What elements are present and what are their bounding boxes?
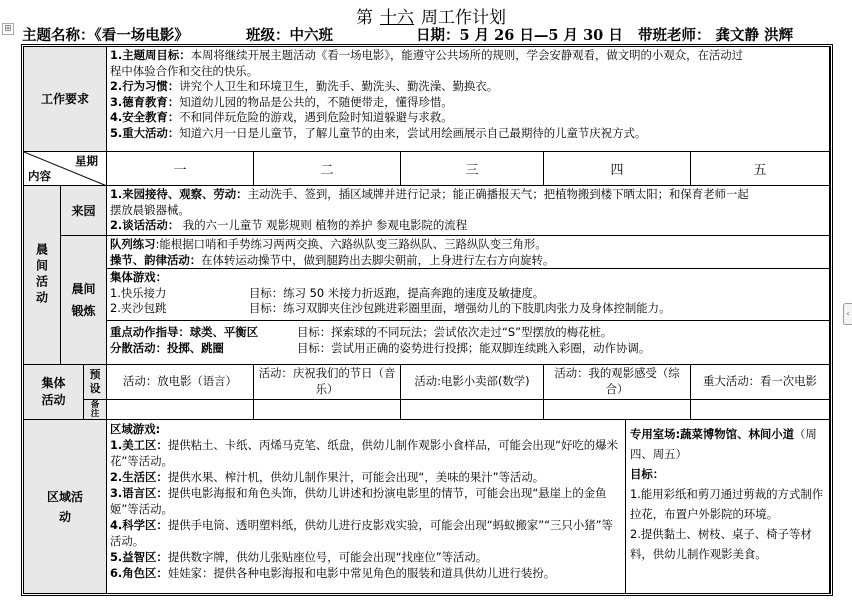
preset-label: 预设 xyxy=(84,365,107,400)
arrival-label: 来园 xyxy=(61,186,107,236)
work-requirements-label: 工作要求 xyxy=(24,47,107,152)
morning-activity-label-text: 晨间活动 xyxy=(34,243,49,307)
weekday-label: 星期 xyxy=(75,154,98,168)
game-row xyxy=(110,301,826,317)
special-room xyxy=(626,420,830,593)
note-tuesday xyxy=(254,400,401,420)
requirement-2 xyxy=(110,79,826,95)
requirement-2-text: 讲究个人卫生和环境卫生，勤洗手、勤洗头、勤洗澡、勤换衣。 xyxy=(179,79,499,94)
area-item-name: 3.语言区： xyxy=(110,486,168,500)
area-item-text: 提供水果、榨汁机，供幼儿制作果汁，可能会出现“，美味的果汁”等活动。 xyxy=(167,470,545,484)
special-goal: 2.提供黏土、树枝、桌子、椅子等材料，供幼儿制作观影美食。 xyxy=(630,527,812,561)
rhythm-activity-title: 操节、韵律活动： xyxy=(110,252,202,267)
note-wednesday xyxy=(401,400,544,420)
class-name: 班级：中六班 xyxy=(246,27,333,44)
focus-row xyxy=(110,325,826,341)
group-activity-label: 集体活动 xyxy=(24,365,84,420)
requirement-3 xyxy=(110,95,826,111)
exercise-content xyxy=(107,236,830,269)
morning-activity-label xyxy=(24,186,61,365)
area-item-name: 5.益智区： xyxy=(110,550,168,564)
requirement-3-title: 3.德育教育： xyxy=(110,94,180,109)
group-activity-friday: 重大活动：看一次电影 xyxy=(691,365,830,400)
date-range: 日期：5 月 26 日—5 月 30 日 xyxy=(416,27,623,44)
area-item-name: 4.科学区： xyxy=(110,518,168,532)
weekly-plan-table xyxy=(21,44,833,596)
group-games xyxy=(107,269,830,321)
day-friday: 五 xyxy=(691,152,830,186)
game-name: 2.夹沙包跳 xyxy=(110,301,167,316)
area-item-name: 2.生活区： xyxy=(110,470,168,484)
area-games-title: 区域游戏: xyxy=(110,422,161,436)
requirement-2-title: 2.行为习惯： xyxy=(110,79,180,94)
arrival-line-3 xyxy=(110,218,826,234)
requirement-1 xyxy=(110,48,826,64)
rhythm-activity-text: 在体转运动操节中，做到腿跨出去脚尖朝前，上身进行左右方向旋转。 xyxy=(201,252,555,267)
special-room-title: 专用室场:蔬菜博物馆、林间小道 xyxy=(630,427,795,441)
day-wednesday: 三 xyxy=(401,152,544,186)
focus-name: 重点动作指导：球类、平衡区 xyxy=(110,325,259,339)
area-activity-label: 区域活动 xyxy=(24,420,107,593)
special-room-days: （周四、周五） xyxy=(630,427,817,461)
title-week-number: 十六 xyxy=(380,8,414,28)
table-move-handle[interactable]: ⊞ xyxy=(2,23,14,35)
special-goal: 1.能用彩纸和剪刀通过剪裁的方式制作拉花，布置户外影院的环境。 xyxy=(630,487,824,521)
special-room-heading xyxy=(630,424,825,464)
group-activity-wednesday: 活动:电影小卖部(数学) xyxy=(401,365,544,400)
content-label: 内容 xyxy=(28,169,51,183)
requirement-1-text: 本周将继续开展主题活动《看一场电影》，能遵守公共场所的规则，学会安静观看，做文明的小观众，在活动过 xyxy=(190,48,744,62)
group-activity-monday: 活动：放电影（语言） xyxy=(107,365,254,400)
requirement-5-text: 知道六月一日是儿童节，了解儿童节的由来，尝试用绘画展示自己最期待的儿童节庆祝方式。 xyxy=(179,125,647,140)
area-item-text: 提供电影海报和角色头饰，供幼儿讲述和扮演电影里的情节，可能会出现“悬崖上的金鱼姬”等活动。 xyxy=(110,486,607,516)
weekday-content-header xyxy=(24,152,107,186)
area-item xyxy=(110,485,622,517)
queue-practice-text: :能根据口哨和手势练习两两交换、六路纵队变三路纵队、三路纵队变三角形。 xyxy=(155,237,547,251)
requirement-5-title: 5.重大活动： xyxy=(110,125,180,140)
arrival-line-1-text: 主动洗手、签到，插区域牌并进行记录；能正确播报天气；把植物搬到楼下晒太阳；和保育老师一起 xyxy=(247,187,749,201)
area-games xyxy=(107,420,626,593)
requirement-4-text: 不和同伴玩危险的游戏，遇到危险时知道躲避与求救。 xyxy=(179,110,453,125)
work-requirements-content xyxy=(107,47,830,152)
game-goal: 目标：练习 50 米接力折返跑，提高奔跑的速度及敏捷度。 xyxy=(249,285,545,300)
area-item-name: 6.角色区： xyxy=(110,566,168,580)
focus-guidance xyxy=(107,321,830,365)
page-title xyxy=(356,3,506,28)
area-item xyxy=(110,549,622,565)
area-item xyxy=(110,517,622,549)
focus-goal: 目标：探索球的不同玩法；尝试依次走过“S”型摆放的梅花桩。 xyxy=(297,325,613,339)
focus-name: 分散活动：投掷、跳圈 xyxy=(110,340,224,355)
queue-practice xyxy=(110,237,826,253)
day-tuesday: 二 xyxy=(254,152,401,186)
game-name: 1.快乐接力 xyxy=(110,285,167,300)
rhythm-activity xyxy=(110,253,826,269)
arrival-content xyxy=(107,186,830,236)
requirement-1-title: 1.主题周目标： xyxy=(110,48,191,62)
note-thursday xyxy=(544,400,691,420)
area-item-text: 提供粘土、卡纸、丙烯马克笔、纸盘，供幼儿制作观影小食样品，可能会出现“好吃的爆米花”等活动。 xyxy=(110,438,618,468)
queue-practice-title: 队列练习 xyxy=(110,237,156,251)
requirement-1-cont: 程中体验合作和交往的快乐。 xyxy=(110,63,259,78)
group-games-title: 集体游戏： xyxy=(110,270,167,284)
arrival-line-1 xyxy=(110,187,826,203)
area-item-text: 提供手电筒、透明塑料纸，供幼儿进行皮影戏实验，可能会出现“蚂蚁搬家”“三只小猪”等活动。 xyxy=(110,518,613,548)
requirement-4-title: 4.安全教育： xyxy=(110,110,180,125)
day-monday: 一 xyxy=(107,152,254,186)
area-item-text: 娃娃家：提供各种电影海报和电影中常见角色的服装和道具供幼儿进行装扮。 xyxy=(167,566,556,580)
title-suffix: 周工作计划 xyxy=(421,8,506,28)
requirement-4 xyxy=(110,110,826,126)
game-goal: 目标：练习双脚夹住沙包跳进彩圈里面，增强幼儿的下肢肌肉张力及身体控制能力。 xyxy=(249,301,671,316)
theme-name: 主题名称：《看一场电影》 xyxy=(22,27,189,44)
morning-exercise-label: 晨间锻炼 xyxy=(61,236,107,365)
area-item xyxy=(110,565,622,581)
teachers: 带班老师： 龚文静 洪辉 xyxy=(638,27,794,44)
note-friday xyxy=(691,400,830,420)
area-item-text: 提供数字牌，供幼儿张贴座位号，可能会出现“找座位”等活动。 xyxy=(167,550,488,564)
arrival-line-2: 摆放晨锻器械。 xyxy=(110,202,190,217)
group-activity-thursday: 活动：我的观影感受（综合） xyxy=(544,365,691,400)
game-row xyxy=(110,286,826,302)
area-item-name: 1.美工区： xyxy=(110,438,168,452)
day-thursday: 四 xyxy=(544,152,691,186)
side-panel-tab[interactable]: ‹ xyxy=(843,303,852,325)
title-prefix: 第 xyxy=(356,8,373,28)
group-activity-tuesday: 活动：庆祝我们的节日（音乐） xyxy=(254,365,401,400)
arrival-line-1-title: 1.来园接待、观察、劳动： xyxy=(110,187,248,201)
note-monday xyxy=(107,400,254,420)
arrival-line-3-title: 2.谈话活动： xyxy=(110,218,180,233)
requirement-5 xyxy=(110,126,826,142)
special-goal-label: 目标： xyxy=(630,467,665,481)
area-item xyxy=(110,437,622,469)
arrival-line-3-text: 我的六一儿童节 观影规则 植物的养护 参观电影院的流程 xyxy=(179,218,468,233)
area-item xyxy=(110,469,622,485)
focus-goal: 目标：尝试用正确的姿势进行投掷；能双脚连续跳入彩圈，动作协调。 xyxy=(297,340,651,355)
note-label: 备注 xyxy=(84,400,107,420)
focus-row xyxy=(110,341,826,357)
requirement-3-text: 知道幼儿园的物品是公共的，不随便带走，懂得珍惜。 xyxy=(179,94,453,109)
